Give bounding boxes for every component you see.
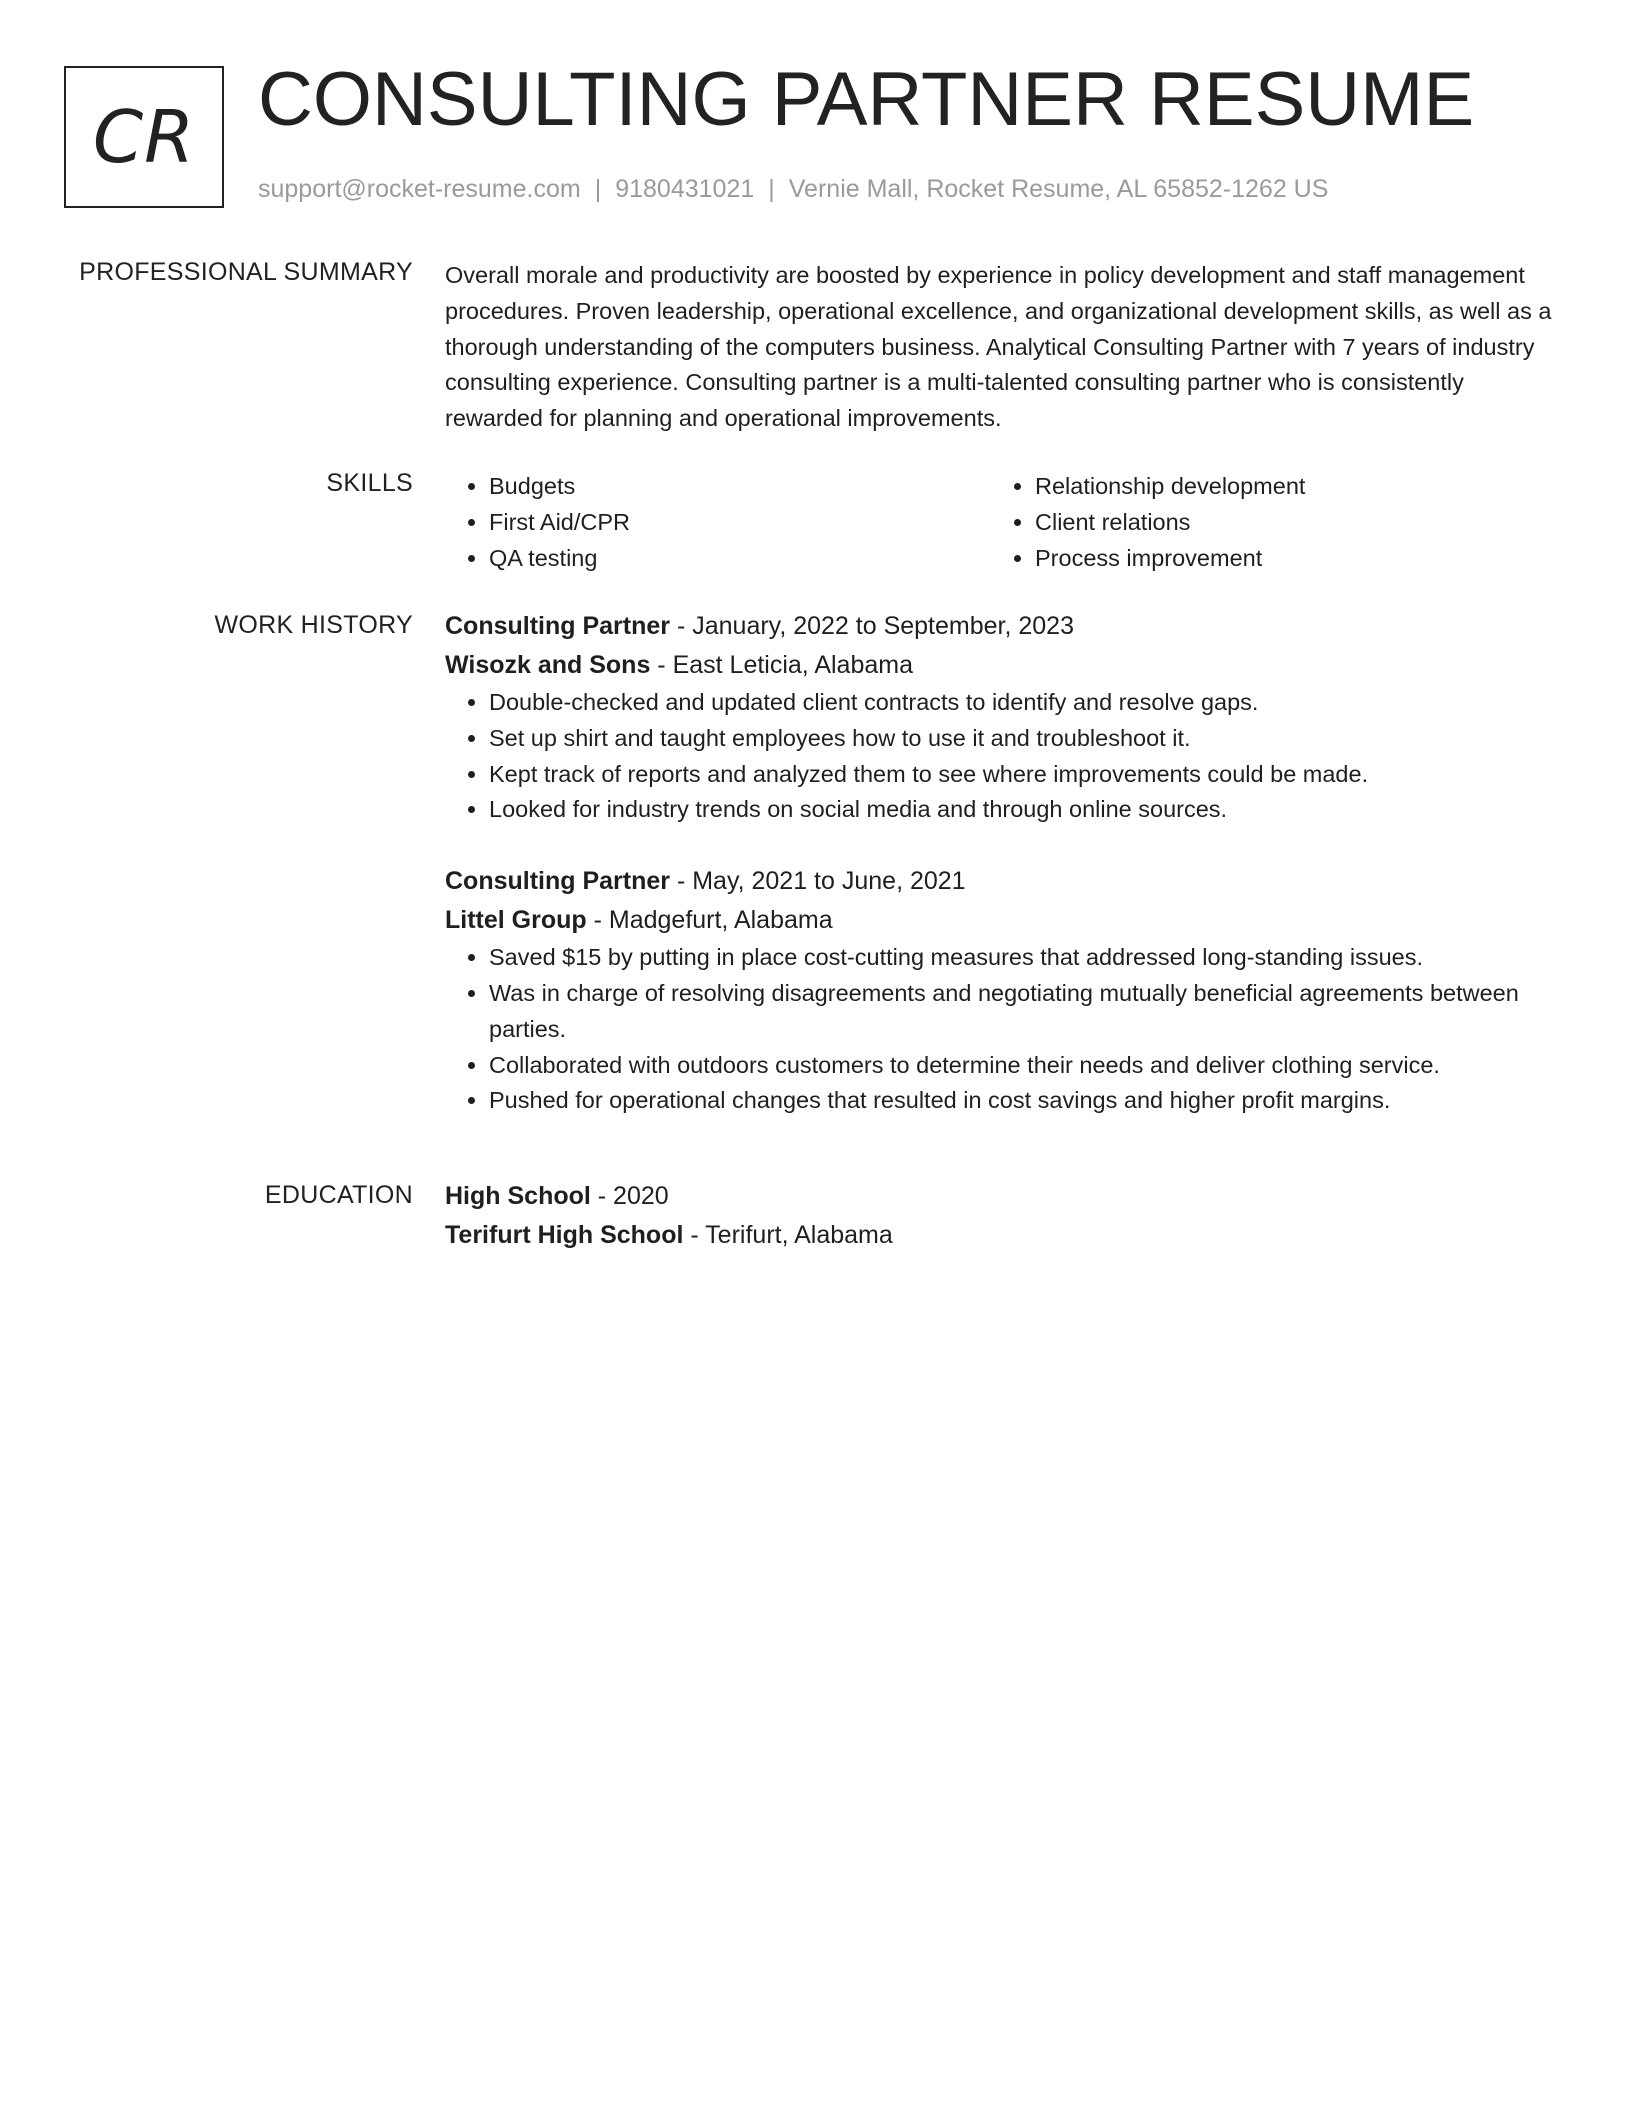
education-degree: High School [445,1182,591,1210]
job-duties-list [445,940,1555,1119]
contact-email: support@rocket-resume.com [258,175,581,203]
skill-item: • Client relations [1035,505,1537,541]
work-history-body [445,607,1555,1119]
education-location: - Terifurt, Alabama [683,1221,893,1249]
job-duty-item: • Kept track of reports and analyzed them to see where improvements could be made. [489,757,1555,793]
job-title: Consulting Partner [445,612,671,640]
monogram-badge [64,66,224,208]
education-degree-line [445,1177,1555,1216]
job-company-line [445,646,1555,685]
job-dates: - May, 2021 to June, 2021 [670,867,966,896]
job-location: - East Leticia, Alabama [650,651,913,679]
resume-title: CONSULTING PARTNER RESUME [258,57,1475,142]
contact-separator: | [594,175,602,203]
section-heading-summary: PROFESSIONAL SUMMARY [79,258,413,286]
section-heading-education: EDUCATION [264,1181,413,1209]
job-entry [445,862,1555,1119]
skill-item: • Budgets [489,469,991,505]
job-duty-item: • Was in charge of resolving disagreements and negotiating mutually beneficial agreements between parties. [489,976,1555,1048]
contact-phone: 9180431021 [615,175,755,203]
education-school: Terifurt High School [445,1221,684,1249]
skill-item: • Relationship development [1035,469,1537,505]
job-company: Littel Group [445,906,587,935]
summary-text: Overall morale and productivity are boosted by experience in policy development and staff management procedures. Proven leadership, operational excellence, and organizational development skills, as well as a thorough understanding of the computers business. Analytical Consulting Partner with 7 years of industry consulting experience. Consulting partner is a multi-talented consulting partner who is consistently rewarded for planning and operational improvements. [445,262,1552,432]
job-title-line [445,607,1555,646]
job-duty-item: • Saved $15 by putting in place cost-cutting measures that addressed long-standing issues. [489,940,1555,976]
summary-body [445,258,1555,437]
job-company: Wisozk and Sons [445,651,651,679]
job-duty-item: • Looked for industry trends on social media and through online sources. [489,792,1555,828]
section-heading-skills: SKILLS [326,469,413,497]
skills-list-left [445,469,991,576]
section-heading-work-history: WORK HISTORY [214,611,413,639]
education-year: - 2020 [590,1182,669,1210]
education-body [445,1177,1555,1255]
job-duty-item: • Double-checked and updated client contracts to identify and resolve gaps. [489,685,1555,721]
job-entry [445,607,1555,828]
skill-item: • Process improvement [1035,541,1537,577]
job-company-line [445,901,1555,940]
job-duty-item: • Set up shirt and taught employees how to use it and troubleshoot it. [489,721,1555,757]
skill-item: • First Aid/CPR [489,505,991,541]
skill-item: • QA testing [489,541,991,577]
education-school-line [445,1216,1555,1255]
job-title: Consulting Partner [445,867,671,896]
contact-separator: | [768,175,775,203]
job-duty-item: • Pushed for operational changes that resulted in cost savings and higher profit margins. [489,1083,1555,1119]
contact-line [258,175,1328,204]
skills-grid [445,469,1555,576]
skills-list-right [991,469,1537,576]
job-location: - Madgefurt, Alabama [586,906,833,935]
job-title-line [445,862,1555,901]
monogram-initials: CR [92,95,196,179]
job-dates: - January, 2022 to September, 2023 [670,612,1074,640]
job-duties-list [445,685,1555,828]
contact-address: Vernie Mall, Rocket Resume, AL 65852-1262 US [788,175,1329,203]
job-duty-item: • Collaborated with outdoors customers to determine their needs and deliver clothing service. [489,1048,1555,1084]
